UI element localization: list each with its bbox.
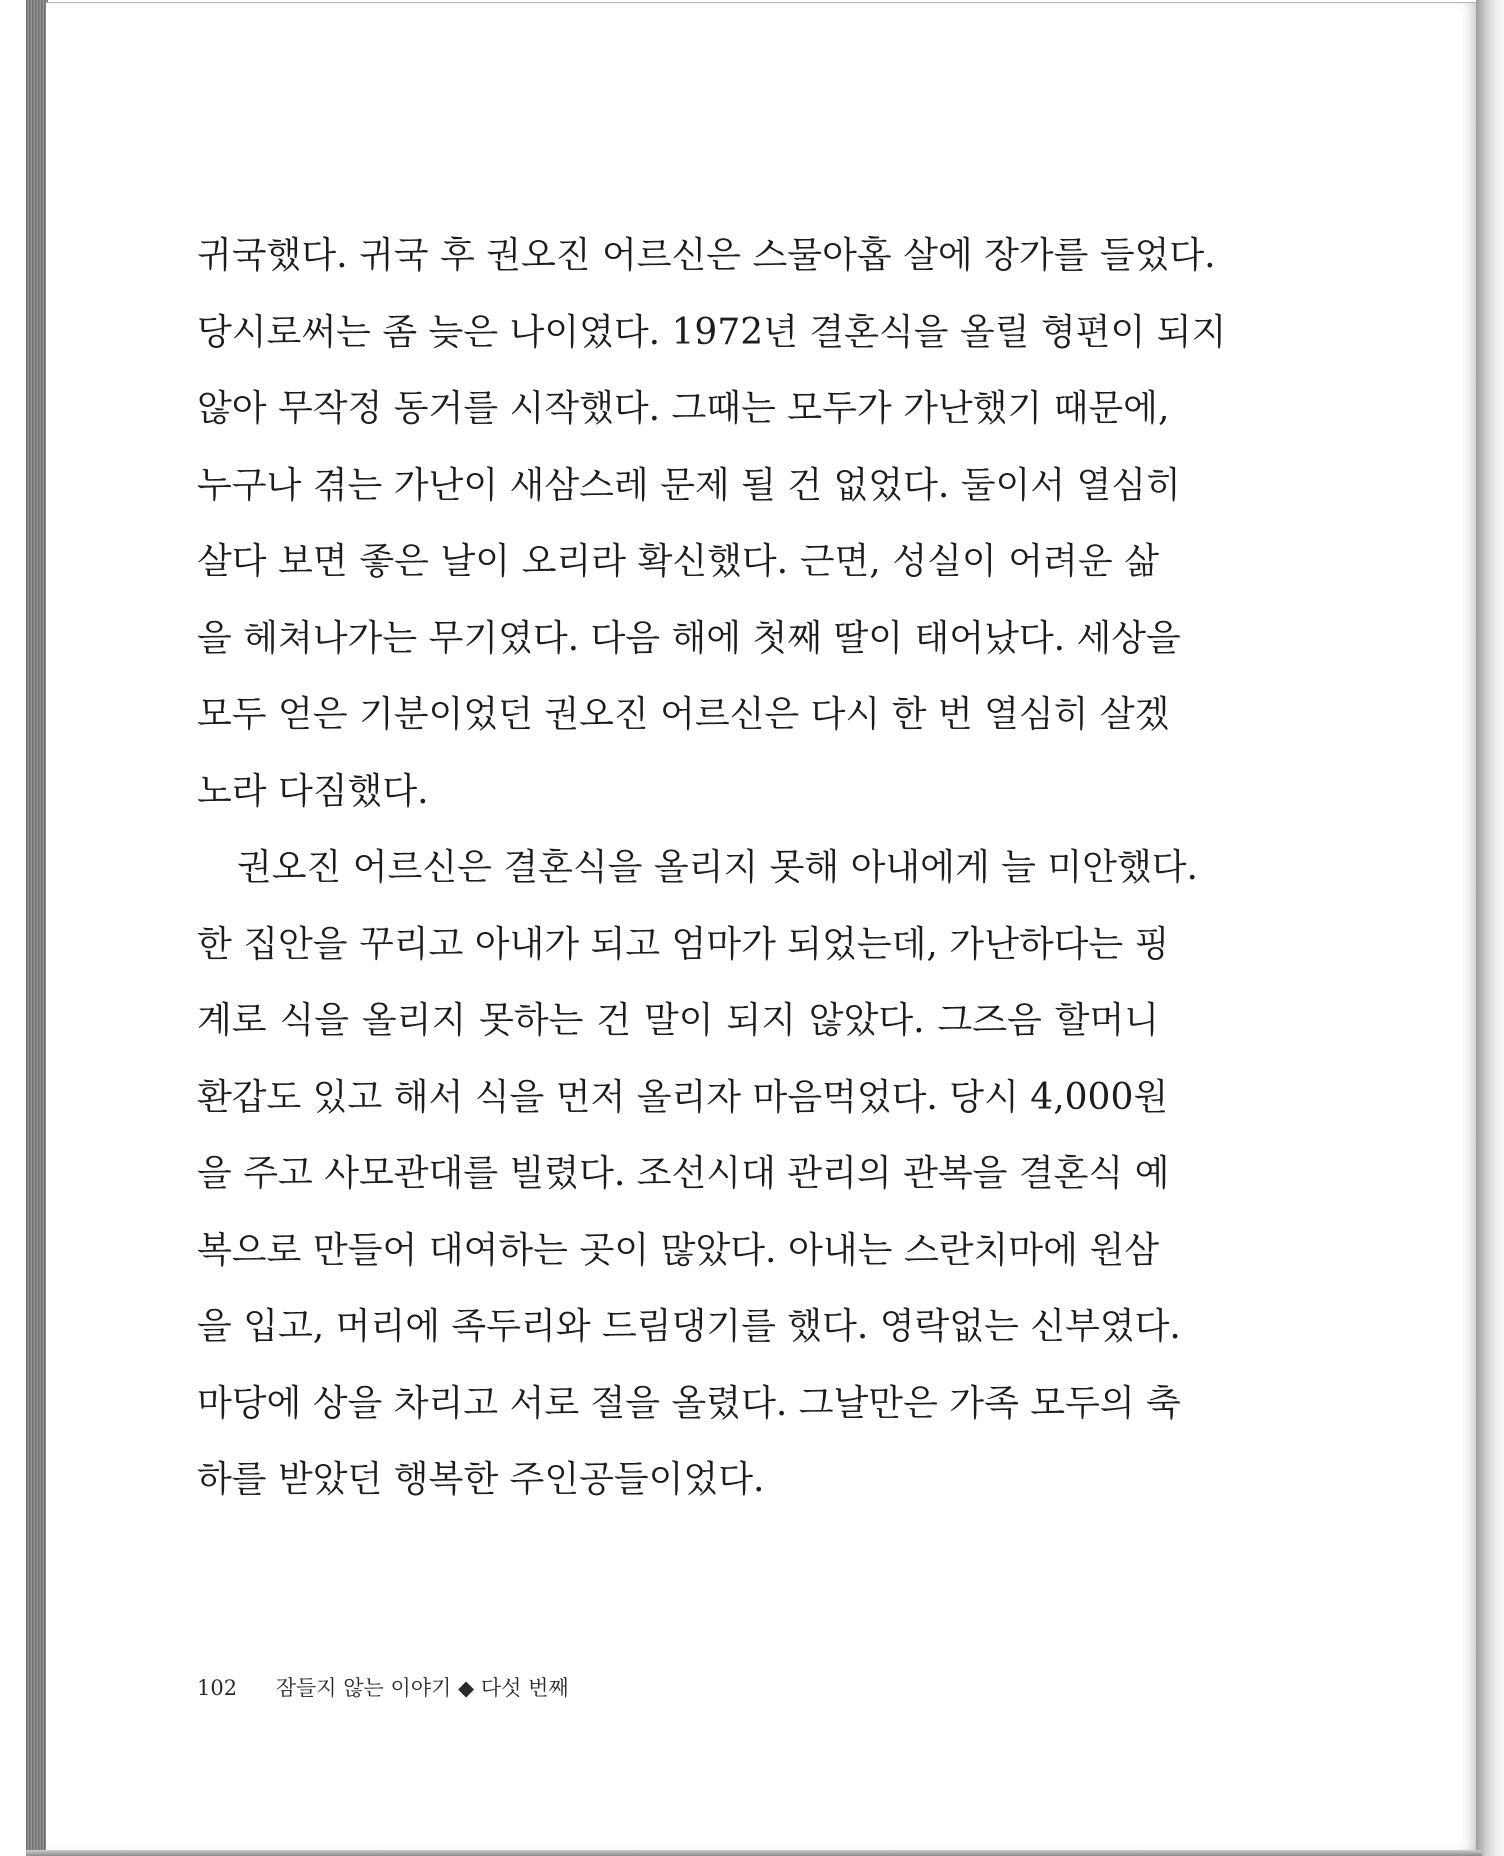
text-line: 환갑도 있고 해서 식을 먼저 올리자 마음먹었다. 당시 4,000원 bbox=[197, 1076, 1169, 1118]
text-line: 않아 무작정 동거를 시작했다. 그때는 모두가 가난했기 때문에, bbox=[197, 388, 1170, 429]
body-text bbox=[197, 218, 1227, 1519]
text-line: 당시로써는 좀 늦은 나이였다. 1972년 결혼식을 올릴 형편이 되지 bbox=[197, 311, 1227, 353]
text-line: 계로 식을 올리지 못하는 건 말이 되지 않았다. 그즈음 할머니 bbox=[197, 1000, 1159, 1041]
text-line: 을 주고 사모관대를 빌렸다. 조선시대 관리의 관복을 결혼식 예 bbox=[197, 1153, 1170, 1194]
text-line: 복으로 만들어 대여하는 곳이 많았다. 아내는 스란치마에 원삼 bbox=[197, 1229, 1159, 1271]
text-line: 을 입고, 머리에 족두리와 드림댕기를 했다. 영락없는 신부였다. bbox=[197, 1306, 1181, 1347]
text-line: 누구나 겪는 가난이 새삼스레 문제 될 건 없었다. 둘이서 열심히 bbox=[197, 464, 1181, 506]
page-stack-edge bbox=[26, 0, 48, 1856]
text-line: 마당에 상을 차리고 서로 절을 올렸다. 그날만은 가족 모두의 축 bbox=[197, 1382, 1181, 1424]
book-title: 잠들지 않는 이야기 bbox=[275, 1676, 452, 1700]
page-stack-bottom-edge bbox=[26, 1850, 1482, 1856]
separator-diamond: ◆ bbox=[458, 1676, 475, 1700]
text-line: 을 헤쳐나가는 무기였다. 다음 해에 첫째 딸이 태어났다. 세상을 bbox=[197, 617, 1181, 659]
volume-label: 다섯 번째 bbox=[480, 1676, 569, 1700]
text-line: 노라 다짐했다. bbox=[197, 770, 429, 812]
text-line: 권오진 어르신은 결혼식을 올리지 못해 아내에게 늘 미안했다. bbox=[237, 847, 1198, 888]
page-gutter-shadow bbox=[1476, 0, 1504, 1856]
page-footer bbox=[197, 1672, 569, 1702]
text-line: 하를 받았던 행복한 주인공들이었다. bbox=[197, 1459, 765, 1500]
page-number: 102 bbox=[197, 1676, 238, 1700]
text-line: 살다 보면 좋은 날이 오리라 확신했다. 근면, 성실이 어려운 삶 bbox=[197, 541, 1159, 582]
text-line: 한 집안을 꾸리고 아내가 되고 엄마가 되었는데, 가난하다는 핑 bbox=[197, 923, 1170, 965]
text-line: 귀국했다. 귀국 후 권오진 어르신은 스물아홉 살에 장가를 들었다. bbox=[197, 235, 1216, 276]
text-line: 모두 얻은 기분이었던 권오진 어르신은 다시 한 번 열심히 살겠 bbox=[197, 694, 1170, 735]
